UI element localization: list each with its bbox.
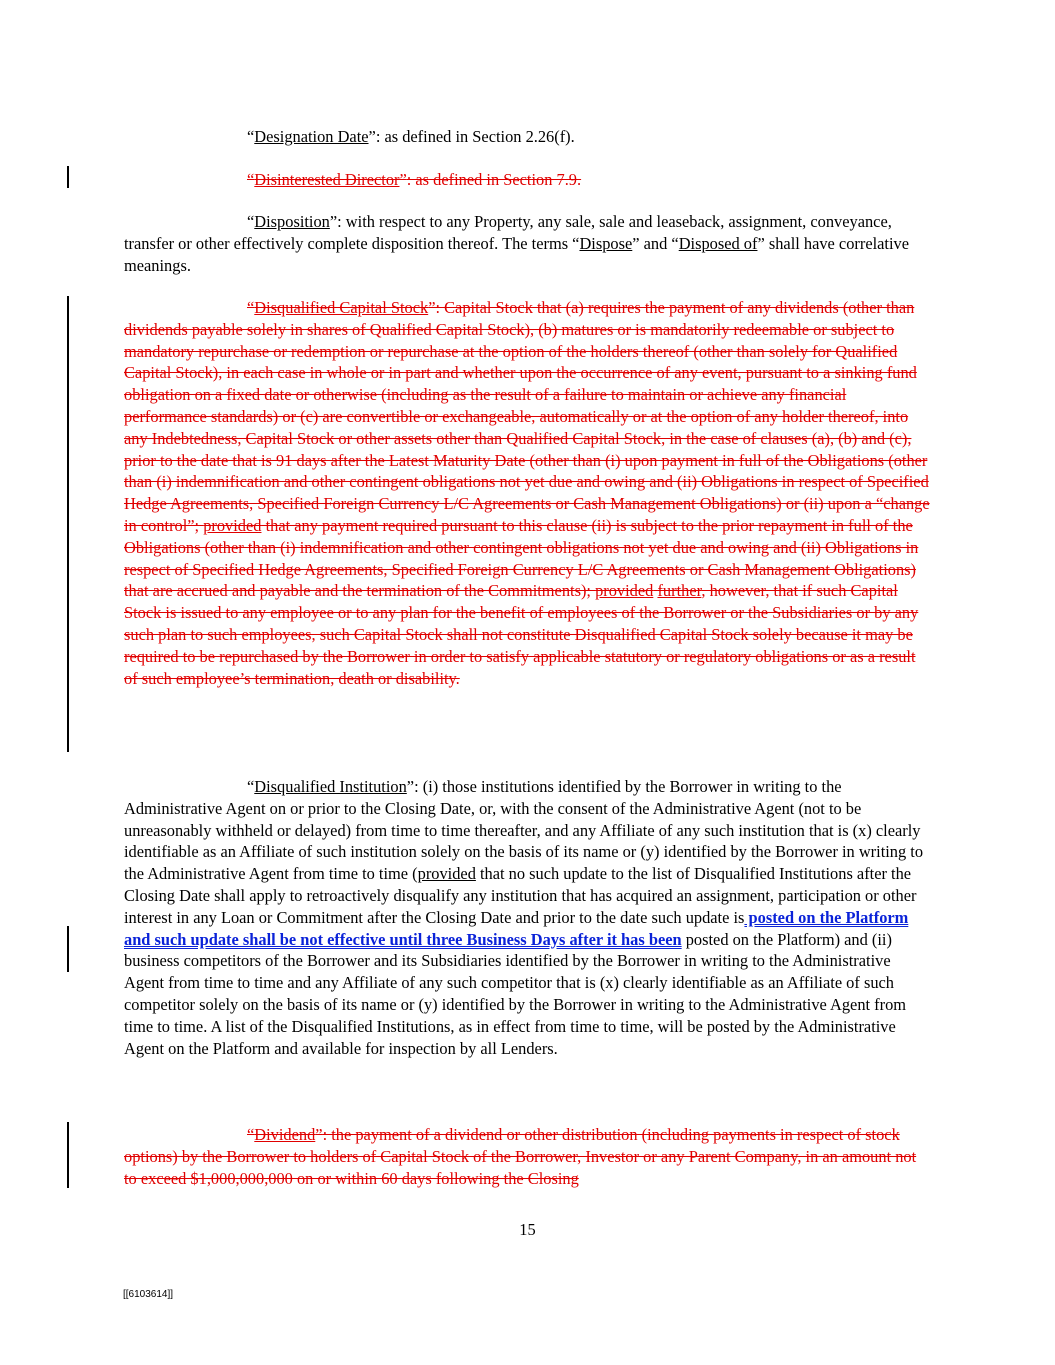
change-bar <box>67 926 69 972</box>
definition-dividend: “Dividend”: the payment of a dividend or other distribution (including payments in respect of stock options) by the Borrower to holders of Capital Stock of the Borrower, Investor or any Parent Company, in an amount not to exceed $1,000,000,000 on or within 60 days following the Closing <box>124 1125 917 1188</box>
further-term: further <box>657 581 702 601</box>
change-bar <box>67 1122 69 1188</box>
defined-term: Disinterested Director <box>254 170 400 189</box>
document-id: [[6103614]] <box>123 1289 174 1300</box>
change-bar <box>67 166 69 188</box>
definition-disinterested-director: “Disinterested Director”: as defined in Section 7.9. <box>247 170 582 189</box>
defined-term: Disqualified Institution <box>254 777 407 796</box>
defined-term: Designation Date <box>254 127 369 146</box>
defined-term: Dispose <box>579 233 633 253</box>
definition-disqualified-institution: “Disqualified Institution”: (i) those institutions identified by the Borrower in writing to the Administrative Agent on or prior to the Closing Date, or, with the consent of the Administrative Agent (not to be unreasonably withheld or delayed) from time to time thereafter, and any Affiliate of any such institution that is (x) clearly identifiable as an Affiliate of such institution solely on the basis of its name or (y) identified by the Borrower in writing to the Administrative Agent from time to time (provided that no such update to the list of Disqualified Institutions after the Closing Date shall apply to retroactively disqualify any institution that has acquired an assignment, participation or other interest in any Loan or Commitment after the Closing Date and prior to the date such update is posted on the Platform and such update shall be not effective until three Business Days after it has been posted on the Platform) and (ii) business competitors of the Borrower and its Subsidiaries identified by the Borrower in writing to the Administrative Agent from time to time and any Affiliate of any such competitor that is (x) clearly identifiable as an Affiliate of such competitor solely on the basis of its name or (y) identified by the Borrower in writing to the Administrative Agent from time to time. A list of the Disqualified Institutions, as in effect from time to time, will be posted by the Administrative Agent on the Platform and available for inspection by all Lenders. <box>124 777 924 1058</box>
defined-term: Dividend <box>254 1125 316 1144</box>
inserted-text: posted on the Platform and such update shall be not effective until three Business Days after it has been <box>124 907 909 949</box>
provided-term: provided <box>417 864 476 884</box>
change-bar <box>67 296 69 752</box>
page-number: 15 <box>519 1220 536 1239</box>
defined-term: Disposed of <box>678 233 758 253</box>
defined-term: Disposition <box>254 212 330 231</box>
defined-term: Disqualified Capital Stock <box>254 298 429 317</box>
definition-designation-date: “Designation Date”: as defined in Section 2.26(f). <box>247 127 575 146</box>
provided-term: provided <box>203 515 262 535</box>
provided-term: provided <box>595 581 654 601</box>
definition-disposition: “Disposition”: with respect to any Property, any sale, sale and leaseback, assignment, conveyance, transfer or other effectively complete disposition thereof. The terms “Dispose” and “Disposed of” shall have correlative meanings. <box>124 212 910 275</box>
definition-disqualified-capital-stock: “Disqualified Capital Stock”: Capital Stock that (a) requires the payment of any dividends (other than dividends payable solely in shares of Qualified Capital Stock), (b) matures or is mandatorily redeemable or subject to mandatory repurchase or redemption or repurchase at the option of the holders thereof (other than solely for Qualified Capital Stock), in each case in whole or in part and whether upon the occurrence of any event, pursuant to a sinking fund obligation on a fixed date or otherwise (including as the result of a failure to maintain or achieve any financial performance standards) or (c) are convertible or exchangeable, automatically or at the option of any holder thereof, into any Indebtedness, Capital Stock or other assets other than Qualified Capital Stock, in the case of clauses (a), (b) and (c), prior to the date that is 91 days after the Latest Maturity Date (other than (i) upon payment in full of the Obligations (other than (i) indemnification and other contingent obligations not yet due and owing and (ii) Obligations in respect of Specified Hedge Agreements, Specified Foreign Currency L/C Agreements or Cash Management Obligations) or (ii) upon a “change in control”; provided that any payment required pursuant to this clause (ii) is subject to the prior repayment in full of the Obligations (other than (i) indemnification and other contingent obligations not yet due and owing and (ii) Obligations in respect of Specified Hedge Agreements, Specified Foreign Currency L/C Agreements or Cash Management Obligations) that are accrued and payable and the termination of the Commitments); provided further, however, that if such Capital Stock is issued to any employee or to any plan for the benefit of employees of the Borrower or the Subsidiaries or by any such plan to such employees, such Capital Stock shall not constitute Disqualified Capital Stock solely because it may be required to be repurchased by the Borrower in order to satisfy applicable statutory or regulatory obligations or as a result of such employee’s termination, death or disability. <box>124 298 930 688</box>
